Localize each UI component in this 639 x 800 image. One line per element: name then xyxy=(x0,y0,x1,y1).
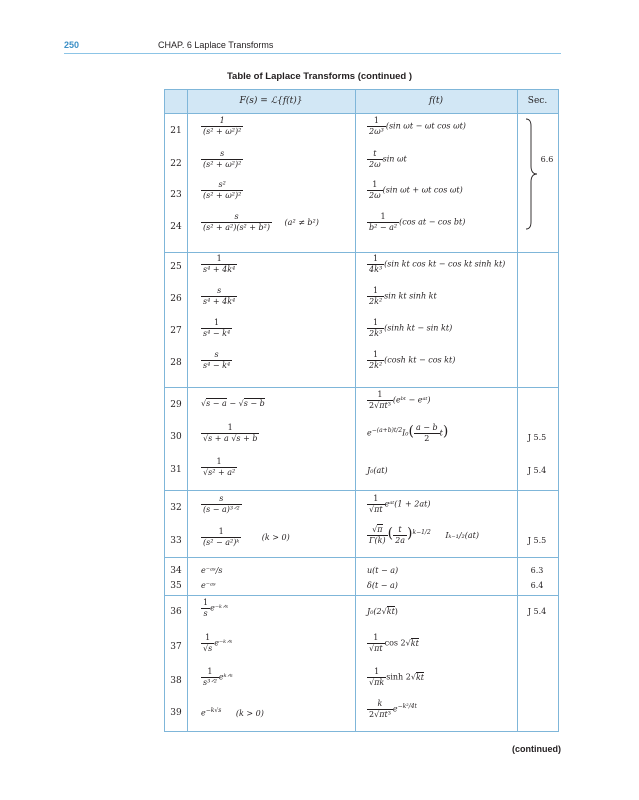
numerator: 1 xyxy=(380,212,386,221)
f-term: ) xyxy=(394,607,398,616)
row-number: 21 xyxy=(170,126,182,136)
numerator: 1 xyxy=(205,633,211,642)
f-term: (cosh kt − cos kt) xyxy=(384,355,456,365)
row-number: 39 xyxy=(170,708,182,718)
numerator: t xyxy=(398,525,402,534)
row-number: 34 xyxy=(170,566,182,576)
radicand: s + a xyxy=(208,434,229,443)
F-expression xyxy=(201,318,232,339)
F-expression xyxy=(201,707,264,718)
F-expression xyxy=(201,598,228,619)
radicand: s + b xyxy=(236,434,258,443)
denominator: 2k² xyxy=(369,297,383,306)
condition: (k > 0) xyxy=(261,532,290,542)
denominator: s⁴ + 4k⁴ xyxy=(203,297,236,306)
f-expression xyxy=(367,116,466,137)
numerator: 1 xyxy=(373,318,379,327)
F-expression xyxy=(201,350,232,371)
numerator: 1 xyxy=(377,390,383,399)
denominator: (s² + ω²)² xyxy=(203,127,242,136)
coefficient: 2 xyxy=(369,710,375,719)
column-divider xyxy=(517,90,518,731)
running-header xyxy=(0,36,639,56)
column-header-F: F(s) = ℒ{f(t)} xyxy=(239,96,303,106)
F-expression xyxy=(201,286,237,307)
F-expression xyxy=(201,180,243,201)
row-divider xyxy=(165,113,558,114)
f-expression xyxy=(367,180,463,201)
numerator: s² xyxy=(218,180,226,189)
f-expression xyxy=(367,212,465,233)
f-expression: $\frac{1}{√\pi t}$ cos 2√kt xyxy=(369,633,419,653)
f-term: (sin kt cos kt − cos kt sinh kt) xyxy=(384,259,506,269)
exp-base: e xyxy=(201,708,206,718)
denominator: s⁴ − k⁴ xyxy=(203,361,231,370)
f-expression: u(t − a) xyxy=(367,566,399,575)
radicand: s xyxy=(208,644,213,653)
denominator: s³ᐟ² xyxy=(203,678,217,687)
denominator: b² − a² xyxy=(369,223,398,232)
row-number: 33 xyxy=(170,536,182,546)
radicand: π xyxy=(377,525,383,534)
exponent: k−1/2 xyxy=(412,528,431,536)
f-term: (cos at − cos bt) xyxy=(399,217,466,227)
row-number: 26 xyxy=(170,294,182,304)
f-expression xyxy=(367,254,505,275)
radicand: πt xyxy=(379,710,388,719)
numerator: 1 xyxy=(372,180,378,189)
denominator: (s² + ω²)² xyxy=(203,160,242,169)
radicand: kt xyxy=(415,672,424,682)
F-term: e⁻ᵏᐟˢ xyxy=(214,638,233,648)
bessel-I: I₀ xyxy=(402,428,409,438)
section-ref: J 5.5 xyxy=(527,433,547,442)
coefficient: 2 xyxy=(369,401,375,410)
radicand: s − a xyxy=(206,399,227,408)
F-expression xyxy=(201,494,242,515)
row-divider xyxy=(165,387,558,388)
f-term: (sinh kt − sin kt) xyxy=(384,323,453,333)
row-number: 22 xyxy=(170,159,182,169)
numerator: a − b xyxy=(415,423,438,432)
exp-base: e xyxy=(392,704,398,714)
numerator: s xyxy=(220,149,225,158)
radicand: πk xyxy=(374,678,385,687)
F-expression: √s − a − √s − b xyxy=(201,399,265,408)
f-expression: $\frac{1}{√\pi t}$ eᵃᵗ(1 + 2at) xyxy=(369,494,431,514)
f-expression xyxy=(367,286,437,307)
F-expression xyxy=(201,116,243,137)
condition: (a² ≠ b²) xyxy=(284,217,319,227)
f-term: sin ωt xyxy=(382,154,407,164)
row-divider xyxy=(165,557,558,558)
chapter-title: CHAP. 6 Laplace Transforms xyxy=(158,40,274,50)
F-expression: $\frac{1}{√s + a √s + b}$ xyxy=(203,423,258,443)
section-ref: J 5.5 xyxy=(527,536,547,545)
f-term: cos 2 xyxy=(384,638,406,648)
denominator: 4k³ xyxy=(369,265,383,274)
F-expression: $\frac{1}{\text{√s² + a²}}$ xyxy=(203,457,236,477)
F-expression xyxy=(201,667,233,688)
f-expression xyxy=(367,350,455,371)
denominator: 2k³ xyxy=(369,329,383,338)
f-term: sinh 2 xyxy=(386,672,411,682)
radicand: s − b xyxy=(243,399,265,408)
row-number: 31 xyxy=(170,465,182,475)
denominator: 2ω³ xyxy=(369,127,384,136)
continued-note: (continued) xyxy=(512,744,561,754)
F-expression xyxy=(201,149,243,170)
denominator: 2ω xyxy=(369,160,381,169)
f-expression: $\frac{1}{\text{2√πt³}}$ (eᵇᵗ − eᵃᵗ) xyxy=(369,390,431,410)
section-ref: 6.4 xyxy=(530,581,544,590)
numerator: t xyxy=(373,149,377,158)
exp-base: e xyxy=(367,428,372,438)
numerator: 1 xyxy=(216,254,222,263)
F-term: eᵏᐟˢ xyxy=(218,672,233,682)
column-header-f: f(t) xyxy=(429,96,443,106)
f-term: J₀(2 xyxy=(367,607,382,616)
radicand: πt xyxy=(379,401,388,410)
numerator: 1 xyxy=(227,423,233,432)
numerator: 1 xyxy=(373,286,379,295)
numerator: 1 xyxy=(373,116,379,125)
denominator: (s² + ω²)² xyxy=(203,191,242,200)
exponent: ³ xyxy=(387,710,391,719)
F-expression xyxy=(201,212,319,233)
section-ref: J 5.4 xyxy=(527,607,547,616)
row-number: 37 xyxy=(170,642,182,652)
page-number: 250 xyxy=(64,40,80,50)
denominator: Γ(k) xyxy=(369,536,386,545)
f-term: (sin ωt − ωt cos ωt) xyxy=(385,121,466,131)
f-expression: $e^{-(a+b)t/2}I_0$( $\frac{a - b}{2}$ t) xyxy=(367,423,449,443)
row-number: 27 xyxy=(170,326,182,336)
F-term: e⁻ᵏᐟˢ xyxy=(210,603,229,613)
numerator: 1 xyxy=(373,633,379,642)
row-divider xyxy=(165,252,558,253)
row-number: 35 xyxy=(170,581,182,591)
numerator: 1 xyxy=(219,116,225,125)
variable: t xyxy=(439,428,443,438)
row-number: 28 xyxy=(170,358,182,368)
numerator: s xyxy=(217,286,222,295)
f-term: Iₖ₋₁/₂(at) xyxy=(445,530,479,540)
numerator: 1 xyxy=(218,527,224,536)
column-divider xyxy=(187,90,188,731)
row-number: 36 xyxy=(170,607,182,617)
column-header-sec: Sec. xyxy=(527,96,548,106)
table-title: Table of Laplace Transforms (continued ) xyxy=(226,71,413,82)
numerator: 1 xyxy=(373,350,379,359)
exponent: ³ xyxy=(387,401,391,410)
denominator: (s² + a²)(s² + b²) xyxy=(203,223,270,232)
f-expression: $\frac{√\pi}{\Gamma(k)}$ ( $\frac{t}{2a}$ )$^{k-1/2}$ Iₖ₋₁/₂(at) xyxy=(369,525,479,545)
radicand: πt xyxy=(374,644,383,653)
row-number: 30 xyxy=(170,432,182,442)
f-expression: $\frac{k}{\text{2√πt³}}$ $e^{-k^2/4t}$ xyxy=(369,699,417,719)
row-number: 38 xyxy=(170,676,182,686)
radicand: s² + a² xyxy=(208,468,236,477)
laplace-table xyxy=(164,89,559,732)
row-number: 25 xyxy=(170,262,182,272)
exponent: −k√s xyxy=(205,707,222,714)
f-expression xyxy=(367,149,407,170)
f-expression: J₀(2√kt) xyxy=(367,607,398,616)
denominator: 2k² xyxy=(369,361,383,370)
exponent: −k²/4t xyxy=(397,702,417,710)
denominator: s⁴ + 4k⁴ xyxy=(203,265,236,274)
f-expression: J₀(at) xyxy=(367,466,388,475)
numerator: s xyxy=(214,350,219,359)
numerator: 1 xyxy=(203,598,209,607)
f-term: eᵃᵗ(1 + 2at) xyxy=(384,499,431,509)
radicand: πt xyxy=(374,505,383,514)
denominator: 2 xyxy=(414,433,440,444)
numerator: 1 xyxy=(373,254,379,263)
f-expression: δ(t − a) xyxy=(367,581,398,590)
denominator: s xyxy=(201,608,210,619)
f-term: (eᵇᵗ − eᵃᵗ) xyxy=(392,395,431,405)
f-expression: $\frac{1}{√\pi k}$ sinh 2√kt xyxy=(369,667,424,687)
denominator: s⁴ − k⁴ xyxy=(203,329,231,338)
F-expression: e⁻ᵃˢ xyxy=(201,581,216,590)
F-expression xyxy=(201,527,290,548)
denominator: (s − a)³ᐟ² xyxy=(203,505,240,514)
section-ref: J 5.4 xyxy=(527,466,547,475)
numerator: 1 xyxy=(214,318,220,327)
section-ref: 6.6 xyxy=(540,155,554,164)
f-term: (sin ωt + ωt cos ωt) xyxy=(382,185,463,195)
brace-icon xyxy=(525,118,539,230)
row-number: 29 xyxy=(170,400,182,410)
numerator: 1 xyxy=(216,457,222,466)
row-number: 32 xyxy=(170,503,182,513)
condition: (k > 0) xyxy=(235,708,264,718)
numerator: s xyxy=(234,212,239,221)
F-expression xyxy=(201,254,237,275)
numerator: s xyxy=(219,494,224,503)
section-ref: 6.3 xyxy=(530,566,544,575)
radicand: kt xyxy=(386,607,395,616)
row-divider xyxy=(165,490,558,491)
F-expression: e⁻ᵃˢ/s xyxy=(201,566,223,575)
numerator: k xyxy=(377,699,383,708)
f-term: sin kt sinh kt xyxy=(384,291,437,301)
row-number: 23 xyxy=(170,190,182,200)
denominator: 2a xyxy=(395,536,405,545)
F-expression: $\frac{1}{√s}$ e⁻ᵏᐟˢ xyxy=(203,633,233,653)
denominator: (s² − a²)ᵏ xyxy=(203,538,240,547)
f-expression xyxy=(367,318,452,339)
numerator: 1 xyxy=(207,667,213,676)
header-rule xyxy=(64,53,561,54)
numerator: 1 xyxy=(374,667,380,676)
column-divider xyxy=(355,90,356,731)
row-divider xyxy=(165,595,558,596)
radicand: kt xyxy=(410,638,419,648)
denominator: 2ω xyxy=(369,191,381,200)
exponent: −(a+b)t/2 xyxy=(371,426,403,434)
row-number: 24 xyxy=(170,222,182,232)
numerator: 1 xyxy=(373,494,379,503)
